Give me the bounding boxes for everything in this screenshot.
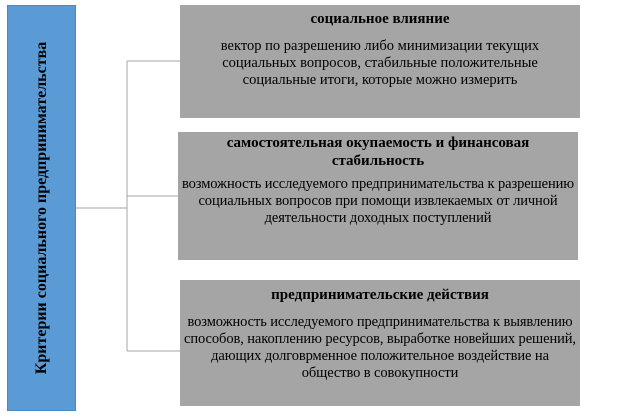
node-title: предпринимательские действия xyxy=(271,287,489,303)
node-title: социальное влияние xyxy=(310,11,450,27)
node-description: возможность исследуемого предпринимательства к разрешению социальных вопросов при помощи извлекаемых от личной деятельности доходных поступлений xyxy=(181,176,575,226)
node-title: самостоятельная окупаемость и финансовая стабильность xyxy=(226,135,530,169)
node-social-impact xyxy=(180,5,580,118)
node-financial-stability xyxy=(178,132,578,260)
root-box xyxy=(7,5,76,411)
root-label: Критерии социального предпринимательства xyxy=(32,41,50,375)
node-entrepreneurial-actions xyxy=(180,280,580,406)
node-description: вектор по разрешению либо минимизации текущих социальных вопросов, стабильные положительные социальные итоги, которые можно измерить xyxy=(220,38,540,88)
node-description: возможность исследуемого предпринимательства к выявлению способов, накоплению ресурсов, выработке новейших решений, дающих долговрменное положительное воздействие на общество в совокупности xyxy=(184,314,576,381)
